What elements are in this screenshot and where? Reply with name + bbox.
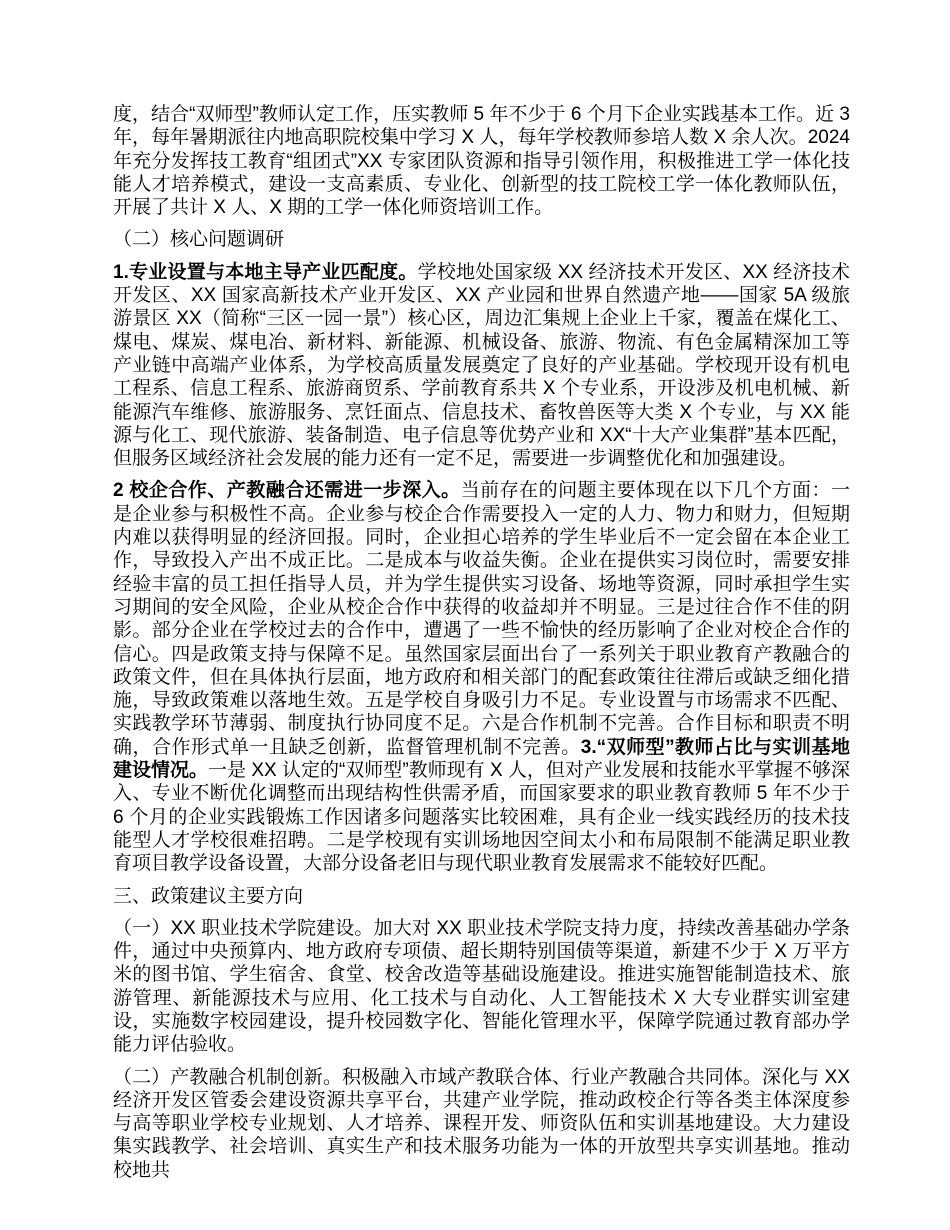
paragraph-text: 学校地处国家级 XX 经济技术开发区、XX 经济技术开发区、XX 国家高新技术产业开发区、XX 产业园和世界自然遗产地——国家 5A 级旅游景区 XX（简称“三区一园一景”）核心区，周边汇集规上企业上千家，覆盖在煤化工、煤电、煤炭、煤电冶、新材料、新能源、机械设备、旅游、物流、有色金属精深加工等产业链中高端产业体系，为学校高质量发展奠定了良好的产业基础。学校现开设有机电工程系、信息工程系、旅游商贸系、学前教育系共 X 个专业系，开设涉及机电机械、新能源汽车维修、旅游服务、烹饪面点、信息技术、畜牧兽医等大类 X 个专业，与 XX 能源与化工、现代旅游、装备制造、电子信息等优势产业和 XX“十大产业集群”基本匹配，但服务区域经济社会发展的能力还有一定不足，需要进一步调整优化和加强建设。 bbox=[113, 261, 850, 470]
paragraph-inline-bold: 3.“双师型”教师占比与实训基地建设情况。 bbox=[113, 736, 850, 782]
heading-text: （二）核心问题调研 bbox=[113, 229, 285, 251]
paragraph-text: 一是 XX 认定的“双师型”教师现有 X 人，但对产业发展和技能水平掌握不够深入、专业不断优化调整而出现结构性供需矛盾，而国家要求的职业教育教师 5 年不少于 6 个月的企业实践锻炼工作因诸多问题落实比较困难，具有企业一线实践经历的技术技能型人才学校很难招聘。二是学校现有实训场地因空间太小和布局限制不能满足职业教育项目教学设备设置，大部分设备老旧与现代职业教育发展需求不能较好匹配。 bbox=[113, 760, 850, 875]
body-paragraph-industry-match bbox=[113, 261, 850, 471]
body-paragraph-college-construction bbox=[113, 917, 850, 1057]
paragraph-text: 度，结合“双师型”教师认定工作，压实教师 5 年不少于 6 个月下企业实践基本工作。近 3 年，每年暑期派往内地高职院校集中学习 X 人，每年学校教师参培人数 X 余人次。2024 年充分发挥技工教育“组团式”XX 专家团队资源和指导引领作用，积极推进工学一体化技能人才培养模式，建设一支高素质、专业化、创新型的技工院校工学一体化教师队伍，开展了共计 X 人、X 期的工学一体化师资培训工作。 bbox=[113, 104, 850, 219]
section-heading-core-issues bbox=[113, 228, 850, 251]
body-paragraph-cooperation-issues bbox=[113, 479, 850, 875]
section-heading-policy-suggestions bbox=[113, 885, 850, 908]
paragraph-lead-bold: 2 校企合作、产教融合还需进一步深入。 bbox=[113, 480, 461, 502]
body-paragraph-mechanism-innovation bbox=[113, 1066, 850, 1182]
paragraph-lead-bold: 1.专业设置与本地主导产业匹配度。 bbox=[113, 261, 418, 283]
paragraph-text: （一）XX 职业技术学院建设。加大对 XX 职业技术学院支持力度，持续改善基础办学条件，通过中央预算内、地方政府专项债、超长期特别国债等渠道，新建不少于 X 万平方米的图书馆、学生宿舍、食堂、校舍改造等基础设施建设。推进实施智能制造技术、旅游管理、新能源技术与应用、化工技术与自动化、人工智能技术 X 大专业群实训室建设，实施数字校园建设，提升校园数字化、智能化管理水平，保障学院通过教育部办学能力评估验收。 bbox=[113, 917, 850, 1056]
paragraph-text: 当前存在的问题主要体现在以下几个方面：一是企业参与积极性不高。企业参与校企合作需要投入一定的人力、物力和财力，但短期内难以获得明显的经济回报。同时，企业担心培养的学生毕业后不一定会留在本企业工作，导致投入产出不成正比。二是成本与收益失衡。企业在提供实习岗位时，需要安排经验丰富的员工担任指导人员，并为学生提供实习设备、场地等资源，同时承担学生实习期间的安全风险，企业从校企合作中获得的收益却并不明显。三是过往合作不佳的阴影。部分企业在学校过去的合作中，遭遇了一些不愉快的经历影响了企业对校企合作的信心。四是政策支持与保障不足。虽然国家层面出台了一系列关于职业教育产教融合的政策文件，但在具体执行层面，地方政府和相关部门的配套政策往往滞后或缺乏细化措施，导致政策难以落地生效。五是学校自身吸引力不足。专业设置与市场需求不匹配、实践教学环节薄弱、制度执行协同度不足。六是合作机制不完善。合作目标和职责不明确，合作形式单一且缺乏创新，监督管理机制不完善。 bbox=[113, 480, 850, 758]
heading-text: 三、政策建议主要方向 bbox=[113, 885, 304, 907]
paragraph-text: （二）产教融合机制创新。积极融入市域产教联合体、行业产教融合共同体。深化与 XX 经济开发区管委会建设资源共享平台，共建产业学院，推动政校企行等各类主体深度参与高等职业学校专业规划、人才培养、课程开发、师资队伍和实训基地建设。大力建设集实践教学、社会培训、真实生产和技术服务功能为一体的开放型共享实训基地。推动校地共 bbox=[113, 1066, 850, 1181]
body-paragraph-continuation bbox=[113, 103, 850, 219]
